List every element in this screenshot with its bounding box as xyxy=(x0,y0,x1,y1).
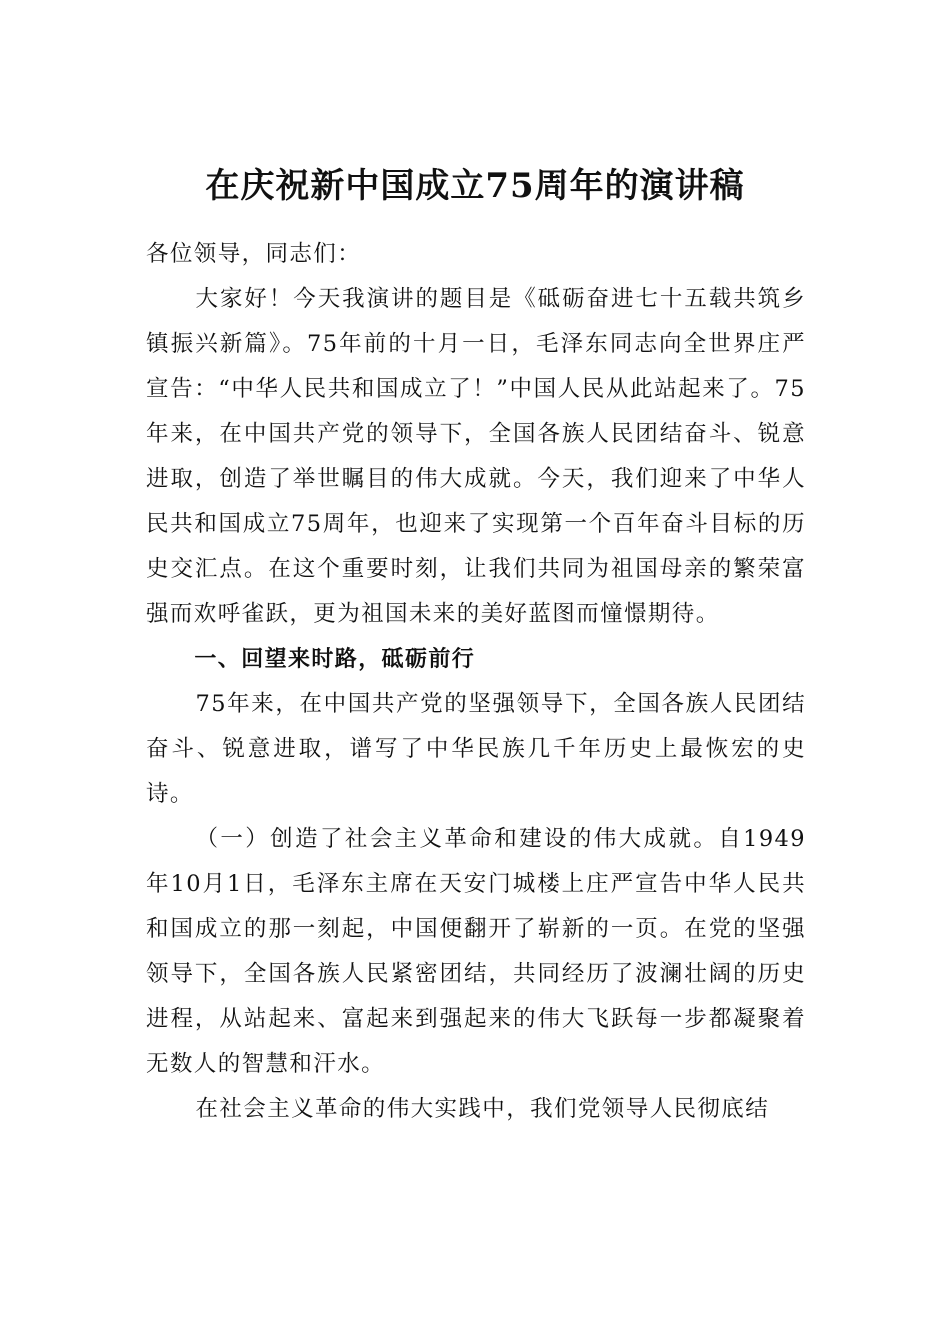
document-body xyxy=(146,232,806,1132)
last-paragraph: 在社会主义革命的伟大实践中，我们党领导人民彻底结 xyxy=(195,1096,770,1122)
section-paragraph: 75年来，在中国共产党的坚强领导下，全国各族人民团结奋斗、锐意进取，谱写了中华民族几千年历史上最恢宏的史诗。 xyxy=(146,691,806,807)
page-title: 在庆祝新中国成立75周年的演讲稿 xyxy=(205,166,745,206)
subsection-paragraph: （一）创造了社会主义革命和建设的伟大成就。自1949年10月1日，毛泽东主席在天安门城楼上庄严宣告中华人民共和国成立的那一刻起，中国便翻开了崭新的一页。在党的坚强领导下，全国各族人民紧密团结，共同经历了波澜壮阔的历史进程，从站起来、富起来到强起来的伟大飞跃每一步都凝聚着无数人的智慧和汗水。 xyxy=(146,826,806,1077)
salutation: 各位领导，同志们： xyxy=(146,241,362,267)
intro-paragraph: 大家好！今天我演讲的题目是《砥砺奋进七十五载共筑乡镇振兴新篇》。75年前的十月一日，毛泽东同志向全世界庄严宣告：“中华人民共和国成立了！”中国人民从此站起来了。75年来，在中国共产党的领导下，全国各族人民团结奋斗、锐意进取，创造了举世瞩目的伟大成就。今天，我们迎来了中华人民共和国成立75周年，也迎来了实现第一个百年奋斗目标的历史交汇点。在这个重要时刻，让我们共同为祖国母亲的繁荣富强而欢呼雀跃，更为祖国未来的美好蓝图而憧憬期待。 xyxy=(146,286,806,627)
section-heading: 一、回望来时路，砥砺前行 xyxy=(194,647,476,672)
